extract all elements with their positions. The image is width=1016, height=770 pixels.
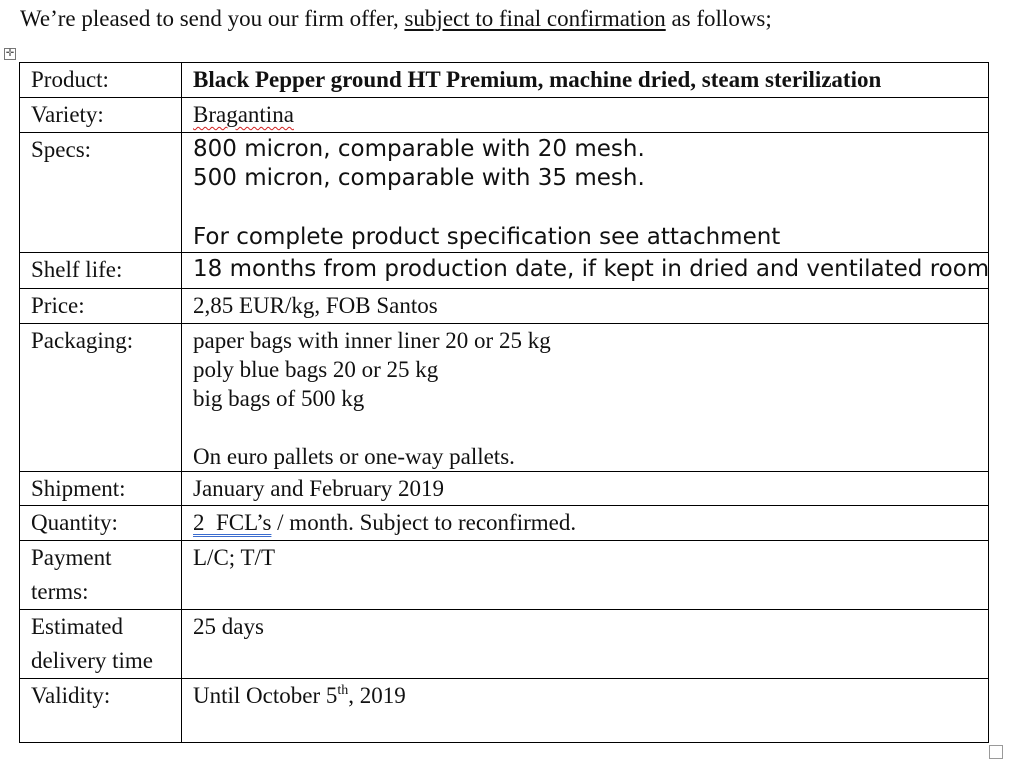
table-row-shipment xyxy=(20,472,989,506)
table-move-handle-icon[interactable]: ✛ xyxy=(5,48,15,59)
shelf-life-label: Shelf life: xyxy=(20,253,182,289)
delivery-label xyxy=(20,610,182,679)
table-row-specs xyxy=(20,133,989,253)
shipment-label: Shipment: xyxy=(20,472,182,506)
quantity-marked-text: 2 FCL’s xyxy=(193,510,272,535)
product-label: Product: xyxy=(20,63,182,98)
validity-suffix: , 2019 xyxy=(348,683,406,708)
intro-paragraph xyxy=(20,4,772,34)
payment-terms-label-line: terms: xyxy=(31,579,89,604)
quantity-value xyxy=(182,506,989,541)
table-row-quantity xyxy=(20,506,989,541)
validity-value xyxy=(182,679,989,743)
table-row-variety xyxy=(20,98,989,133)
table-row-payment-terms xyxy=(20,541,989,610)
variety-text: Bragantina xyxy=(193,102,294,127)
specs-value xyxy=(182,133,989,253)
packaging-line: poly blue bags 20 or 25 kg xyxy=(193,357,439,382)
payment-terms-label xyxy=(20,541,182,610)
quantity-label: Quantity: xyxy=(20,506,182,541)
price-value: 2,85 EUR/kg, FOB Santos xyxy=(182,289,989,324)
specs-line: 500 micron, comparable with 35 mesh. xyxy=(193,165,645,191)
packaging-blank-line xyxy=(193,413,978,442)
validity-prefix: Until October 5 xyxy=(193,683,338,708)
packaging-value xyxy=(182,324,989,472)
table-resize-handle[interactable] xyxy=(989,745,1003,759)
payment-terms-value: L/C; T/T xyxy=(182,541,989,610)
table-row-shelf-life xyxy=(20,253,989,289)
delivery-label-line: Estimated xyxy=(31,614,123,639)
packaging-line: paper bags with inner liner 20 or 25 kg xyxy=(193,328,551,353)
table-row-product xyxy=(20,63,989,98)
variety-value xyxy=(182,98,989,133)
validity-ordinal-suffix: th xyxy=(337,683,349,698)
intro-text-after: as follows; xyxy=(665,6,772,31)
offer-table xyxy=(19,62,989,743)
shipment-value: January and February 2019 xyxy=(182,472,989,506)
table-row-validity xyxy=(20,679,989,743)
intro-text-before: We’re pleased to send you our firm offer, xyxy=(20,6,405,31)
specs-line: 800 micron, comparable with 20 mesh. xyxy=(193,136,645,162)
packaging-line: On euro pallets or one-way pallets. xyxy=(193,444,515,469)
specs-label: Specs: xyxy=(20,133,182,253)
variety-label: Variety: xyxy=(20,98,182,133)
validity-label: Validity: xyxy=(20,679,182,743)
price-label: Price: xyxy=(20,289,182,324)
payment-terms-label-line: Payment xyxy=(31,545,112,570)
delivery-value: 25 days xyxy=(182,610,989,679)
packaging-label: Packaging: xyxy=(20,324,182,472)
packaging-line: big bags of 500 kg xyxy=(193,386,365,411)
quantity-rest-text: / month. Subject to reconfirmed. xyxy=(271,510,577,535)
table-row-delivery xyxy=(20,610,989,679)
intro-underlined-text: subject to final confirmation xyxy=(404,6,666,31)
product-value: Black Pepper ground HT Premium, machine dried, steam sterilization xyxy=(182,63,989,98)
specs-line: For complete product specification see attachment xyxy=(193,224,781,250)
shelf-life-value: 18 months from production date, if kept in dried and ventilated room xyxy=(182,253,989,289)
table-row-price xyxy=(20,289,989,324)
specs-blank-line xyxy=(193,193,978,223)
table-row-packaging xyxy=(20,324,989,472)
delivery-label-line: delivery time xyxy=(31,648,153,673)
